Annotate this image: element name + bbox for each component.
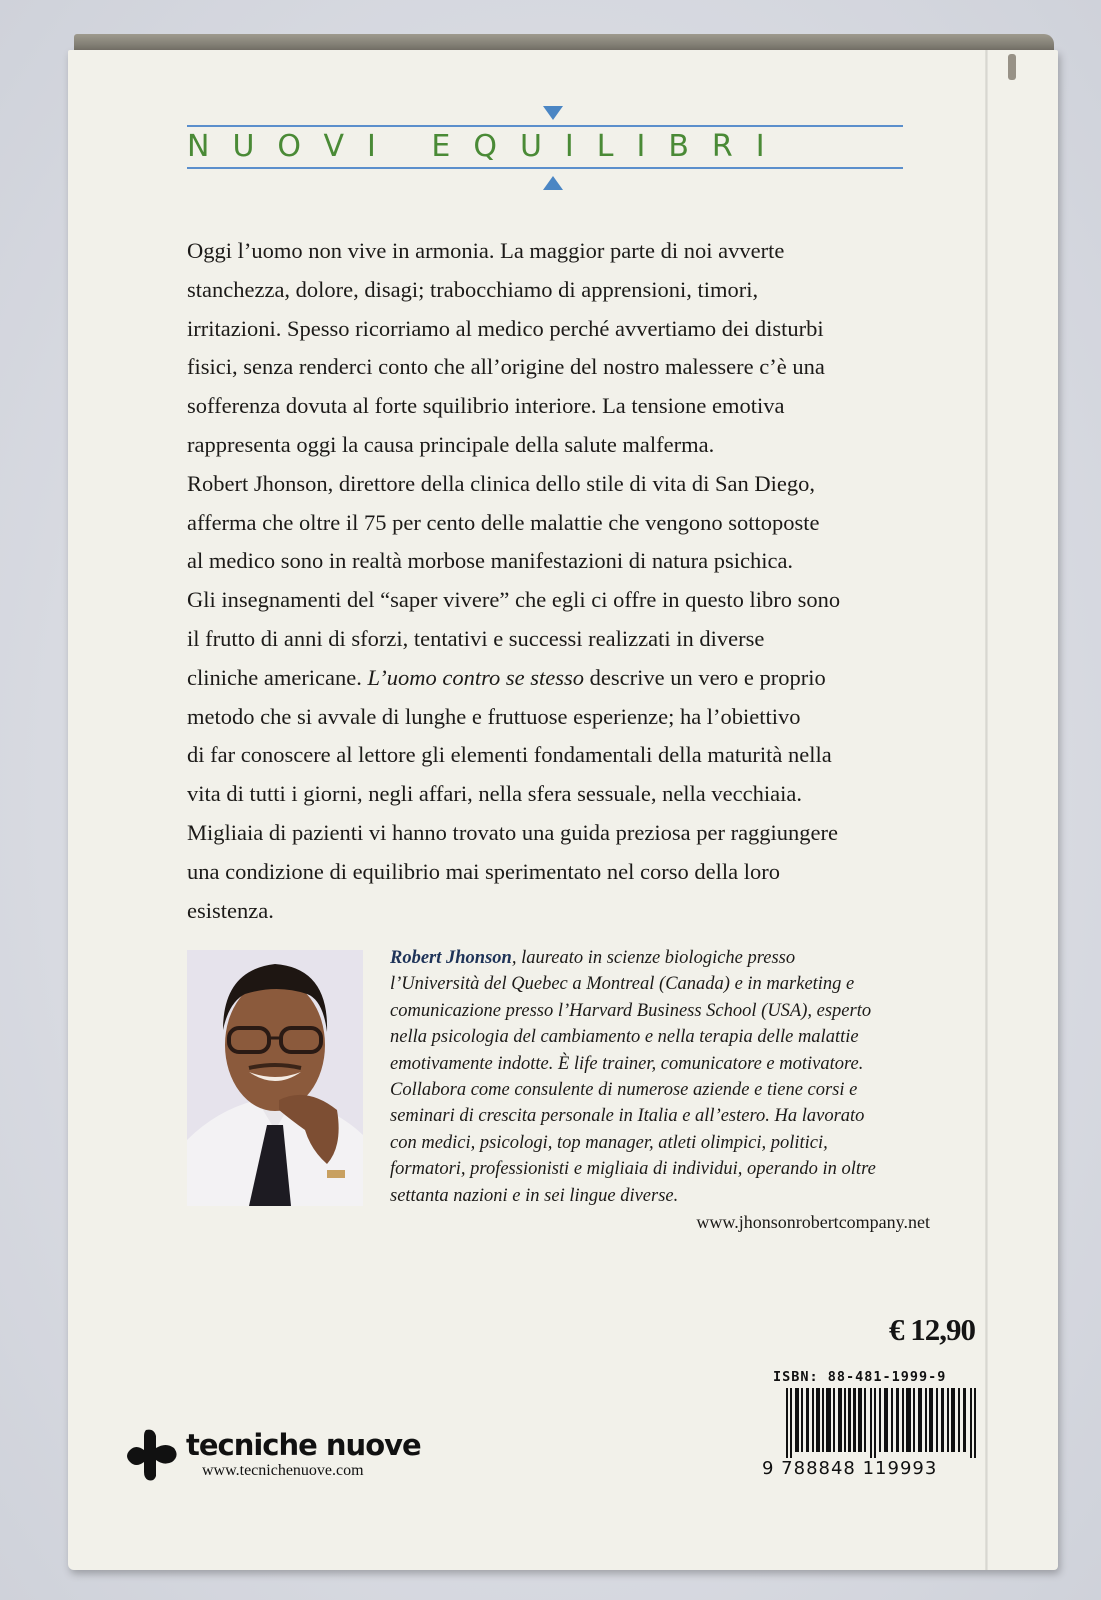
blurb-line: esistenza. bbox=[187, 897, 274, 923]
author-photo bbox=[187, 950, 363, 1206]
author-bio bbox=[390, 945, 930, 1209]
book-blurb bbox=[187, 232, 937, 930]
spine-crease bbox=[985, 50, 988, 1570]
publisher-logo bbox=[124, 1428, 424, 1488]
blurb-text: descrive un vero e proprio bbox=[583, 664, 826, 690]
blurb-line: Oggi l’uomo non vive in armonia. La maggior parte di noi avverte bbox=[187, 238, 785, 263]
blurb-line bbox=[187, 659, 937, 698]
price: € 12,90 bbox=[889, 1312, 975, 1347]
blurb-line: Robert Jhonson, direttore della clinica dello stile di vita di San Diego, bbox=[187, 470, 815, 496]
blurb-line: Migliaia di pazienti vi hanno trovato una guida preziosa per raggiungere bbox=[187, 819, 839, 845]
bio-line: settanta nazioni e in sei lingue diverse. bbox=[390, 1185, 679, 1206]
bio-line: nella psicologia del cambiamento e nella terapia delle malattie bbox=[390, 1027, 859, 1048]
blurb-line: al medico sono in realtà morbose manifestazioni di natura psichica. bbox=[187, 548, 794, 574]
blurb-line: sofferenza dovuta al forte squilibrio interiore. La tensione emotiva bbox=[187, 393, 785, 419]
blurb-line: vita di tutti i giorni, negli affari, nella sfera sessuale, nella vecchiaia. bbox=[187, 781, 802, 807]
blurb-line: irritazioni. Spesso ricorriamo al medico perché avvertiamo dei disturbi bbox=[187, 315, 824, 341]
blurb-line: fisici, senza renderci conto che all’origine del nostro malessere c’è una bbox=[187, 354, 825, 380]
isbn-label: ISBN: 88-481-1999-9 bbox=[773, 1369, 947, 1385]
triangle-up-icon bbox=[543, 176, 563, 190]
portrait-illustration bbox=[187, 950, 363, 1206]
bio-line: l’Università del Quebec a Montreal (Canada) e in marketing e bbox=[390, 974, 855, 995]
blurb-line: metodo che si avvale di lunghe e fruttuose esperienze; ha l’obiettivo bbox=[187, 703, 801, 729]
blurb-line: afferma che oltre il 75 per cento delle malattie che vengono sottoposte bbox=[187, 509, 820, 535]
blurb-line: una condizione di equilibrio mai sperimentato nel corso della loro bbox=[187, 858, 780, 884]
blurb-line: stanchezza, dolore, disagi; trabocchiamo di apprensioni, timori, bbox=[187, 276, 759, 302]
publisher-website: www.tecnichenuove.com bbox=[202, 1462, 364, 1479]
triangle-down-icon bbox=[543, 106, 563, 120]
bio-line: Collabora come consulente di numerose aziende e tiene corsi e bbox=[390, 1080, 858, 1101]
bio-line: comunicazione presso l’Harvard Business School (USA), esperto bbox=[390, 1000, 872, 1021]
header-rule-top bbox=[187, 125, 903, 127]
series-header bbox=[187, 100, 903, 192]
bio-line: con medici, psicologi, top manager, atleti olimpici, politici, bbox=[390, 1132, 828, 1153]
blurb-line: rappresenta oggi la causa principale della salute malferma. bbox=[187, 431, 715, 457]
book-title-italic: L’uomo contro se stesso bbox=[367, 664, 584, 690]
blurb-line: il frutto di anni di sforzi, tentativi e successi realizzati in diverse bbox=[187, 625, 765, 651]
publisher-mark-icon bbox=[124, 1428, 180, 1482]
bio-line: emotivamente indotte. È life trainer, comunicatore e motivatore. bbox=[390, 1053, 864, 1074]
blurb-line: di far conoscere al lettore gli elementi fondamentali della maturità nella bbox=[187, 742, 832, 768]
barcode-icon bbox=[786, 1388, 976, 1458]
blurb-text: cliniche americane. bbox=[187, 664, 368, 690]
author-name: Robert Jhonson bbox=[390, 948, 512, 968]
barcode-digits: 9 788848 119993 bbox=[762, 1458, 938, 1479]
series-title: NUOVI EQUILIBRI bbox=[187, 129, 788, 164]
bio-line bbox=[390, 945, 930, 971]
bio-line: formatori, professionisti e migliaia di individui, operando in oltre bbox=[390, 1159, 876, 1180]
bio-line: seminari di crescita personale in Italia e all’estero. Ha lavorato bbox=[390, 1106, 865, 1127]
publisher-name: tecniche nuove bbox=[186, 1428, 421, 1462]
blurb-line: Gli insegnamenti del “saper vivere” che egli ci offre in questo libro sono bbox=[187, 587, 841, 613]
author-website: www.jhonsonrobertcompany.net bbox=[696, 1212, 930, 1232]
header-rule-bottom bbox=[187, 167, 903, 169]
bio-text: , laureato in scienze biologiche presso bbox=[511, 948, 796, 968]
cover-wear-mark bbox=[1008, 54, 1016, 80]
